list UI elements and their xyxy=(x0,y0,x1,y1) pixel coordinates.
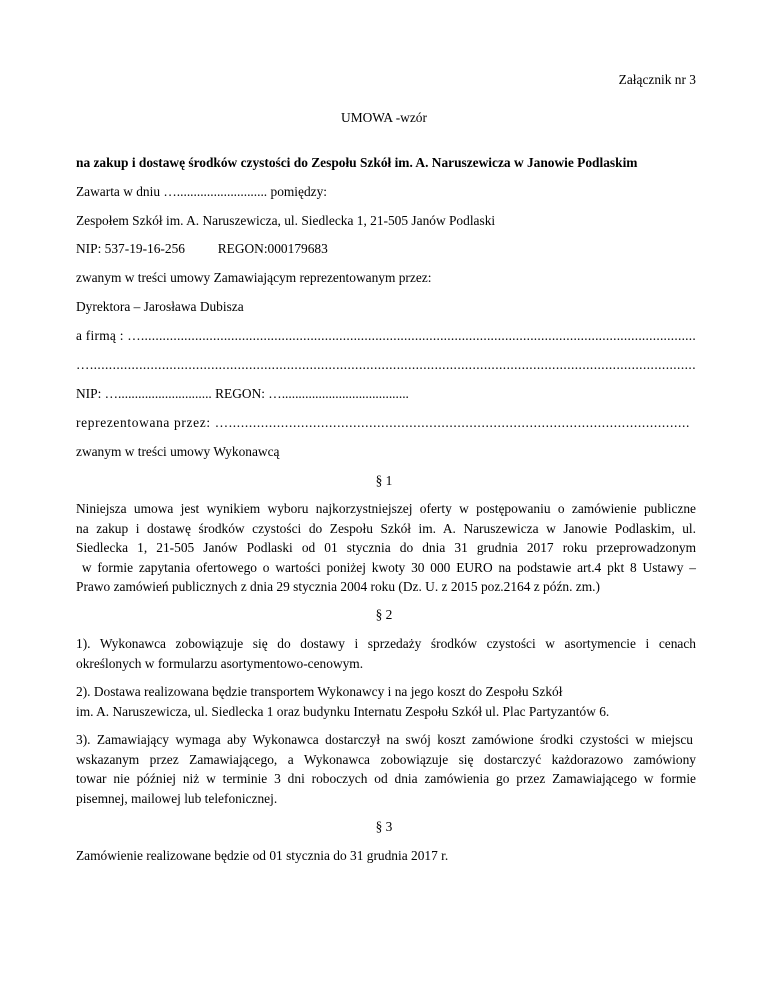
document-title: UMOWA -wzór xyxy=(341,110,427,125)
firm-ids-line: NIP: …............................ REGON: …...................................... xyxy=(76,386,409,401)
school-ids xyxy=(76,239,328,258)
concluded-line: Zawarta w dniu …........................... pomiędzy: xyxy=(76,184,328,199)
orderer-called-line: zwanym w treści umowy Zamawiającym reprezentowanym przez: xyxy=(76,270,432,285)
section-2-point-2-line: im. A. Naruszewicza, ul. Siedlecka 1 oraz budynku Internatu Zespołu Szkół ul. Plac Partyzantów 6. xyxy=(76,703,610,719)
director-line: Dyrektora – Jarosława Dubisza xyxy=(76,299,244,314)
section-1-line: w formie zapytania ofertowego o wartości poniżej kwoty 30 000 EURO na podstawie art.4 pkt 8 Ustawy – xyxy=(76,559,696,575)
section-1-line: Prawo zamówień publicznych z dnia 29 stycznia 2004 roku (Dz. U. z 2015 poz.2164 z późn. zm.) xyxy=(76,579,600,594)
section-1-title: § 1 xyxy=(375,473,393,488)
section-1-line: na zakup i dostawę środków czystości do Zespołu Szkół im. A. Naruszewicza w Janowie Podlaskim, ul. xyxy=(76,520,696,536)
section-2-title: § 2 xyxy=(375,607,393,622)
firm-line-2: …................................................................................................................................................................ xyxy=(76,357,696,372)
section-2-point-1-line: 1). Wykonawca zobowiązuje się do dostawy i sprzedaży środków czystości w asortymencie i cenach xyxy=(76,636,696,651)
section-2-point-3-line: towar nie później niż w terminie 3 dni roboczych od dnia zamówienia go przez Zamawiającego w formie xyxy=(76,771,696,786)
section-1-line: Niniejsza umowa jest wynikiem wyboru najkorzystniejszej oferty w postępowaniu o zamówienie publiczne xyxy=(76,501,696,516)
section-2-point-3-line: wskazanym przez Zamawiającego, a Wykonawca zobowiązuje się dostarczyć każdorazowo zamówiony xyxy=(76,751,696,767)
section-2-point-3-line: pisemnej, mailowej lub telefonicznej. xyxy=(76,790,278,806)
section-1-line: Siedlecka 1, 21-505 Janów Podlaski od 01 stycznia do dnia 31 grudnia 2017 roku przeprowadzonym xyxy=(76,540,696,555)
document-subject: na zakup i dostawę środków czystości do Zespołu Szkół im. A. Naruszewicza w Janowie Podlaskim xyxy=(76,155,638,170)
section-2-point-2-line: 2). Dostawa realizowana będzie transportem Wykonawcy i na jego koszt do Zespołu Szkół xyxy=(76,684,563,699)
school-line: Zespołem Szkół im. A. Naruszewicza, ul. Siedlecka 1, 21-505 Janów Podlaski xyxy=(76,213,496,228)
school-nip: NIP: 537-19-16-256 xyxy=(76,241,185,256)
school-regon: REGON:000179683 xyxy=(217,241,328,256)
section-3-text: Zamówienie realizowane będzie od 01 stycznia do 31 grudnia 2017 r. xyxy=(76,848,449,863)
section-2-point-3-line: 3). Zamawiający wymaga aby Wykonawca dostarczył na swój koszt zamówione środki czystości w miejscu xyxy=(76,732,693,747)
firm-line-1: a firmą : ….......................................................................................................................................................... xyxy=(76,328,696,343)
represented-line: reprezentowana przez: …................................................................................................................... xyxy=(76,415,690,430)
contractor-called-line: zwanym w treści umowy Wykonawcą xyxy=(76,444,280,459)
section-3-title: § 3 xyxy=(375,819,393,834)
section-2-point-1-line: określonych w formularzu asortymentowo-cenowym. xyxy=(76,655,364,671)
attachment-label: Załącznik nr 3 xyxy=(618,72,696,87)
